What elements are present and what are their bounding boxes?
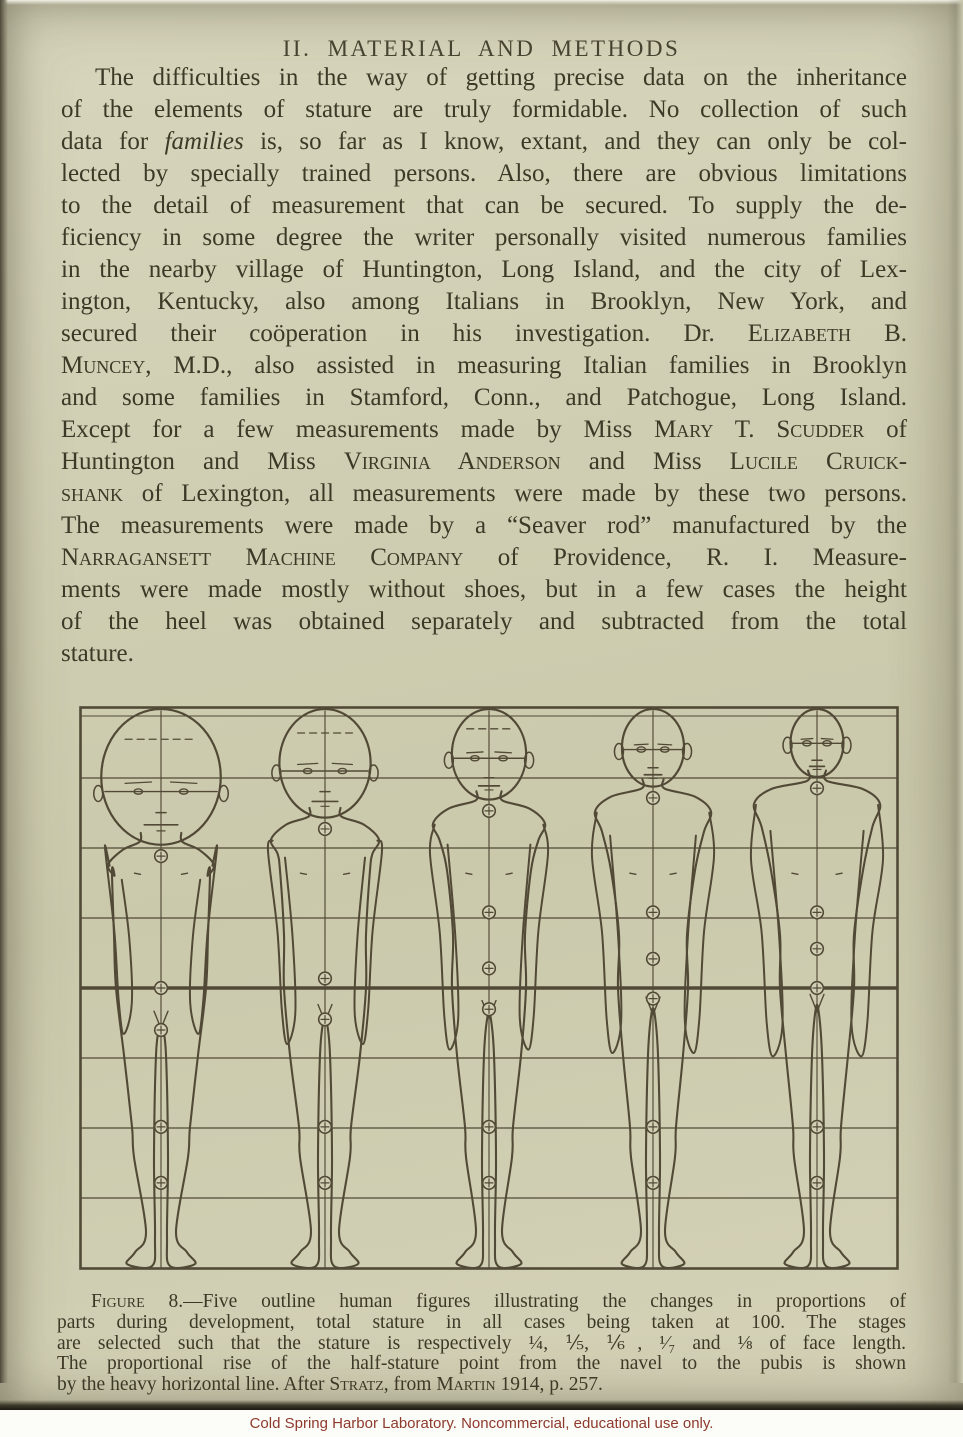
- text-segment: Martin: [436, 1375, 496, 1396]
- text-line: [61, 542, 907, 574]
- text-segment: Huntington and Miss: [61, 448, 344, 475]
- text-segment: of Lexington, all measurements were made by these two persons.: [123, 480, 907, 507]
- text-segment: and Miss: [560, 448, 730, 475]
- text-segment: Stratz: [329, 1375, 384, 1396]
- text-segment: Elizabeth: [747, 320, 852, 347]
- text-segment: families: [164, 128, 244, 155]
- text-segment: secured their coöperation in his investigation. Dr.: [61, 320, 748, 347]
- text-segment: ington, Kentucky, also among Italians in Brooklyn, New York, and: [61, 288, 907, 315]
- text-segment: , from: [383, 1375, 437, 1396]
- figure-caption: [57, 1292, 906, 1396]
- footer-credit-text: Cold Spring Harbor Laboratory. Noncommercial, educational use only.: [249, 1415, 714, 1432]
- figure8-container: [79, 706, 899, 1271]
- text-line: [61, 414, 907, 446]
- text-segment: to the detail of measurement that can be secured. To supply the de-: [61, 192, 907, 219]
- text-segment: shank: [61, 480, 124, 507]
- text-segment: ments were made mostly without shoes, but in a few cases the height: [61, 576, 907, 603]
- text-segment: are selected such that the stature is respectively ¼, ⅕, ⅙, ¹⁄₇ and ⅛ of face length.: [57, 1333, 906, 1354]
- text-line: [57, 1375, 906, 1396]
- page-right-edge: [947, 0, 963, 1383]
- text-segment: of the heel was obtained separately and subtracted from the total: [61, 608, 907, 635]
- text-line: [61, 446, 907, 478]
- text-segment: Scudder: [776, 416, 865, 443]
- page-bottom-edge: [0, 1400, 963, 1410]
- text-segment: by the heavy horizontal line. After: [57, 1375, 330, 1396]
- text-segment: of the elements of stature are truly formidable. No collection of such: [61, 96, 907, 123]
- text-segment: Mary: [654, 416, 714, 443]
- text-segment: in the nearby village of Huntington, Long Island, and the city of Lex-: [61, 256, 907, 283]
- text-segment: ficiency in some degree the writer personally visited numerous families: [61, 224, 907, 251]
- text-line: [61, 638, 907, 670]
- text-segment: B.: [851, 320, 907, 347]
- human-figure-stage-2: [268, 709, 382, 1268]
- text-segment: and some families in Stamford, Conn., and Patchogue, Long Island.: [61, 384, 907, 411]
- text-line: [61, 606, 907, 638]
- section-heading: II. MATERIAL AND METHODS: [282, 36, 681, 61]
- text-segment: is, so far as I know, extant, and they can only be col-: [243, 128, 907, 155]
- footer-bar: [0, 1410, 963, 1437]
- text-line: [61, 574, 907, 606]
- text-segment: stature.: [61, 640, 134, 667]
- text-segment: , M.D., also assisted in measuring Italian families in Brooklyn: [145, 352, 907, 379]
- text-segment: parts during development, total stature in all cases being taken at 100. The stages: [57, 1312, 906, 1333]
- text-line: [61, 318, 907, 350]
- text-segment: lected by specially trained persons. Also, there are obvious limitations: [61, 160, 907, 187]
- text-line: [57, 1334, 906, 1355]
- text-segment: Narragansett Machine Company: [61, 544, 464, 571]
- page-top-edge: [0, 0, 963, 5]
- text-segment: Figure: [91, 1292, 145, 1312]
- text-segment: of Providence, R. I. Measure-: [463, 544, 907, 571]
- text-line: [61, 190, 907, 222]
- text-segment: The measurements were made by a “Seaver rod” manufactured by the: [61, 512, 907, 539]
- page-left-edge: [0, 0, 8, 1383]
- text-line: [57, 1313, 906, 1334]
- text-line: [61, 510, 907, 542]
- text-segment: Lucile Cruick-: [729, 448, 907, 475]
- text-segment: T.: [713, 416, 777, 443]
- text-segment: Except for a few measurements made by Miss: [61, 416, 655, 443]
- text-line: [61, 62, 907, 94]
- text-line: [61, 158, 907, 190]
- text-line: [61, 126, 907, 158]
- text-line: [61, 254, 907, 286]
- text-segment: Virginia Anderson: [343, 448, 561, 475]
- text-segment: Muncey: [61, 352, 146, 379]
- figure8-proportions-svg: [79, 706, 899, 1271]
- text-segment: 8.—Five outline human figures illustrating the changes in proportions of: [144, 1292, 906, 1312]
- text-line: [61, 222, 907, 254]
- text-line: [61, 94, 907, 126]
- text-segment: 1914, p. 257.: [495, 1375, 603, 1396]
- text-segment: The difficulties in the way of getting precise data on the inheritance: [95, 64, 907, 91]
- text-line: [61, 382, 907, 414]
- body-paragraph: [61, 62, 907, 670]
- text-line: [57, 1354, 906, 1375]
- text-line: [61, 350, 907, 382]
- text-line: [61, 286, 907, 318]
- text-line: [61, 478, 907, 510]
- text-segment: The proportional rise of the half-stature point from the navel to the pubis is shown: [57, 1354, 906, 1375]
- text-segment: of: [864, 416, 907, 443]
- text-line: [57, 1292, 906, 1313]
- text-segment: data for: [61, 128, 165, 155]
